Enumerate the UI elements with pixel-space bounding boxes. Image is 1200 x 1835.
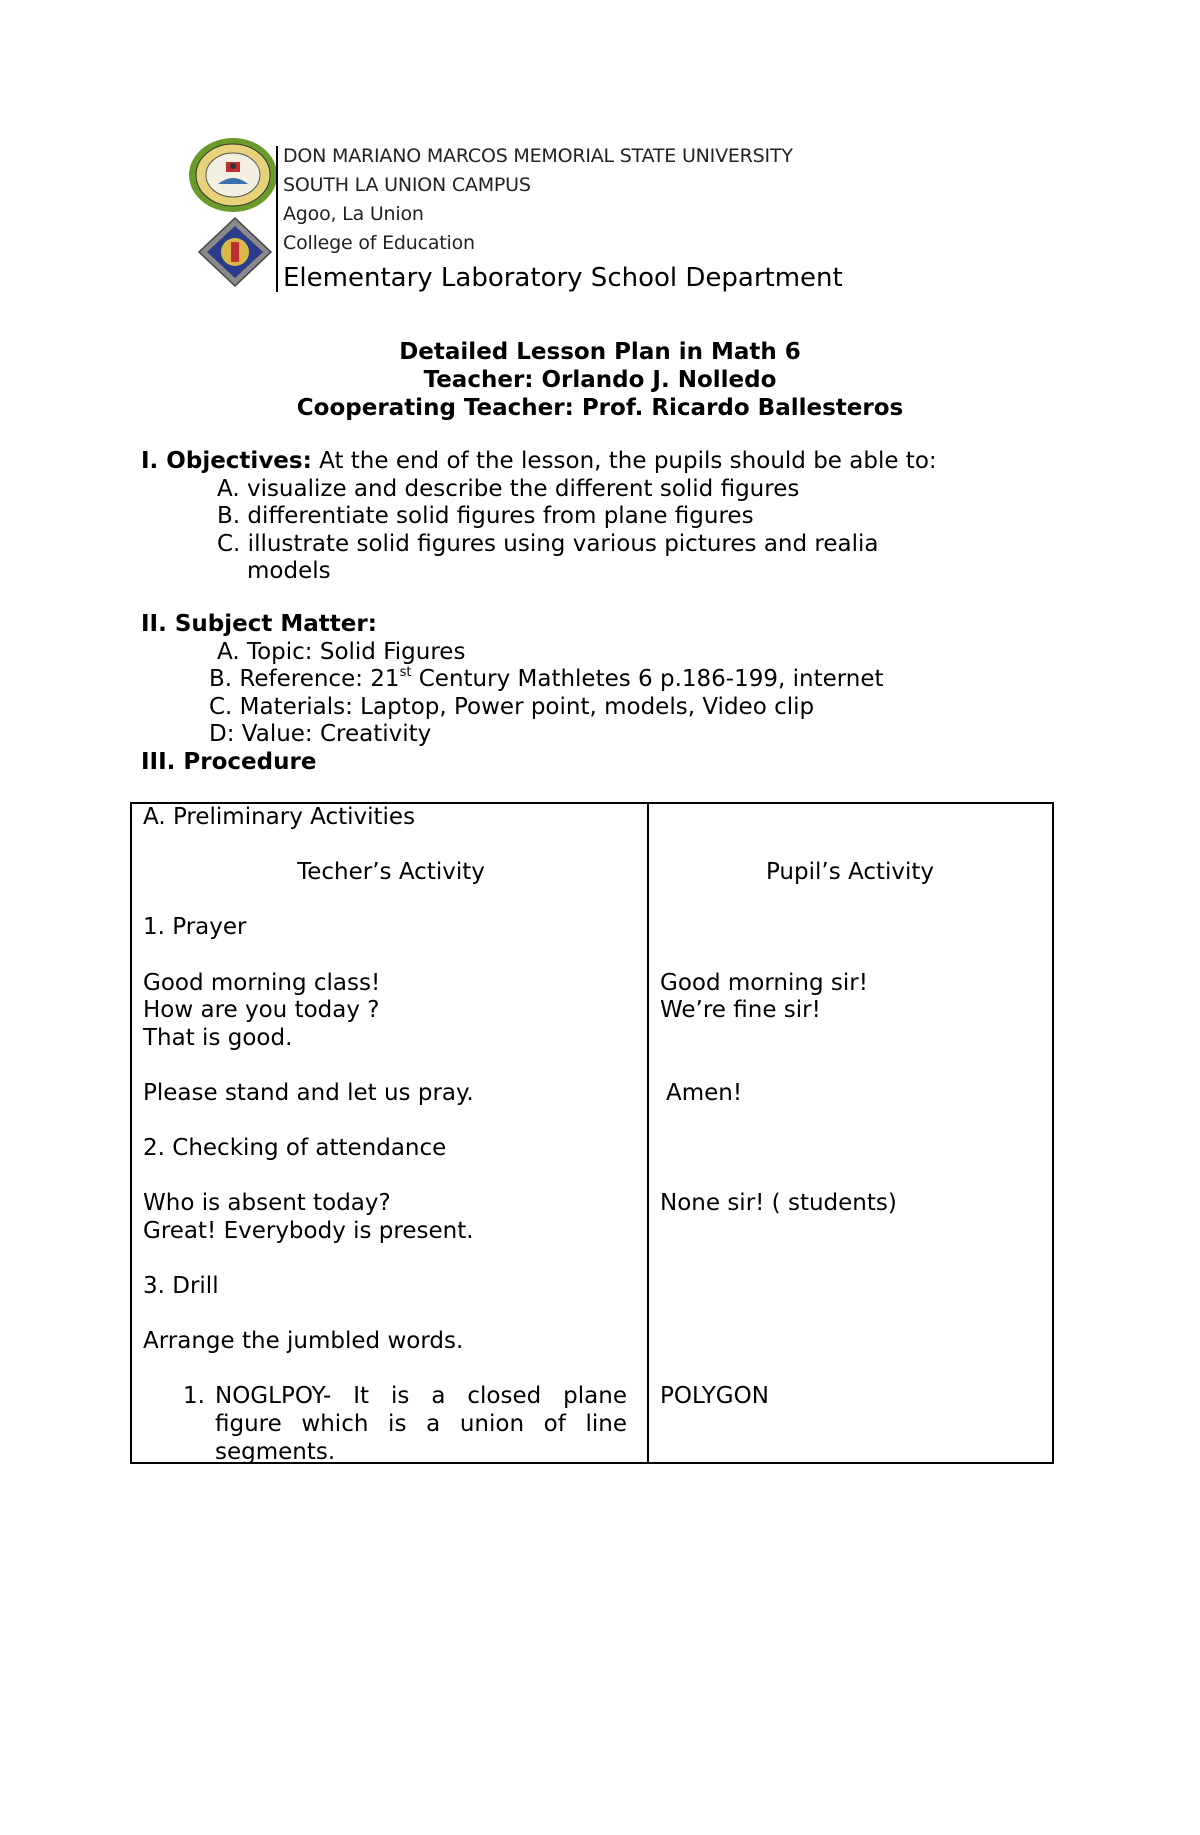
subject-reference bbox=[141, 666, 1061, 694]
teacher-absent-question: Who is absent today? bbox=[143, 1190, 391, 1217]
subject-topic: A. Topic: Solid Figures bbox=[217, 638, 466, 665]
drill-item-line-1: NOGLPOY- It is a closed plane bbox=[215, 1383, 627, 1410]
objectives-intro bbox=[141, 448, 1061, 476]
table-column-divider bbox=[647, 804, 649, 1462]
drill-item-line-3: segments. bbox=[215, 1438, 336, 1465]
teacher-question: How are you today ? bbox=[143, 997, 380, 1024]
pupil-drill-answer: POLYGON bbox=[660, 1383, 769, 1410]
teacher-present-remark: Great! Everybody is present. bbox=[143, 1217, 474, 1244]
drill-item-1 bbox=[143, 1383, 639, 1466]
university-name: DON MARIANO MARCOS MEMORIAL STATE UNIVERSITY bbox=[283, 145, 793, 167]
pupil-response: We’re fine sir! bbox=[660, 997, 821, 1024]
logos bbox=[188, 136, 284, 288]
pupil-attendance-answer: None sir! ( students) bbox=[660, 1190, 897, 1217]
teacher-activity-column bbox=[143, 804, 639, 1466]
lesson-plan-title: Detailed Lesson Plan in Math 6 bbox=[399, 339, 801, 365]
reference-superscript: st bbox=[399, 664, 412, 680]
reference-prefix: B. Reference: 21 bbox=[209, 666, 400, 693]
letterhead bbox=[283, 142, 843, 296]
college-name: College of Education bbox=[283, 232, 475, 254]
pupil-activity-header: Pupil’s Activity bbox=[765, 859, 935, 886]
procedure-table bbox=[130, 802, 1054, 1464]
university-seal-icon bbox=[188, 136, 278, 214]
department-name: Elementary Laboratory School Department bbox=[283, 263, 843, 293]
subject-matter-heading: II. Subject Matter: bbox=[141, 610, 377, 637]
subject-materials: C. Materials: Laptop, Power point, models, Video clip bbox=[209, 693, 815, 720]
letterhead-divider bbox=[276, 146, 278, 292]
drill-step: 3. Drill bbox=[143, 1273, 219, 1300]
lesson-body bbox=[141, 448, 1061, 777]
document-titles bbox=[0, 338, 1200, 422]
pupil-greeting: Good morning sir! bbox=[660, 969, 868, 996]
objective-c: C. illustrate solid figures using various pictures and realia bbox=[217, 530, 879, 557]
prayer-step: 1. Prayer bbox=[143, 914, 247, 941]
objective-c-continued: models bbox=[247, 558, 331, 585]
pupil-amen: Amen! bbox=[666, 1079, 743, 1106]
teacher-greeting: Good morning class! bbox=[143, 969, 381, 996]
campus-location: Agoo, La Union bbox=[283, 203, 424, 225]
preliminary-activities: A. Preliminary Activities bbox=[143, 804, 416, 830]
teacher-pray-instruction: Please stand and let us pray. bbox=[143, 1079, 474, 1106]
objective-a: A. visualize and describe the different solid figures bbox=[217, 475, 800, 502]
drill-instruction: Arrange the jumbled words. bbox=[143, 1328, 464, 1355]
drill-item-line-2: figure which is a union of line bbox=[215, 1411, 627, 1438]
procedure-heading: III. Procedure bbox=[141, 748, 317, 775]
objectives-intro-text: At the end of the lesson, the pupils should be able to: bbox=[311, 448, 937, 474]
objectives-heading: I. Objectives: bbox=[141, 448, 312, 474]
subject-value: D: Value: Creativity bbox=[209, 721, 432, 748]
teacher-response: That is good. bbox=[143, 1024, 293, 1051]
pupil-activity-column bbox=[660, 804, 1040, 1411]
college-emblem-icon bbox=[197, 216, 273, 288]
reference-suffix: Century Mathletes 6 p.186-199, internet bbox=[411, 666, 884, 693]
teacher-activity-header: Techer’s Activity bbox=[297, 859, 485, 886]
cooperating-teacher: Cooperating Teacher: Prof. Ricardo Ballesteros bbox=[296, 395, 904, 421]
attendance-step: 2. Checking of attendance bbox=[143, 1135, 447, 1162]
objective-b: B. differentiate solid figures from plane figures bbox=[217, 503, 754, 530]
campus-name: SOUTH LA UNION CAMPUS bbox=[283, 174, 531, 196]
drill-item-number: 1. bbox=[183, 1383, 205, 1410]
drill-item-text bbox=[215, 1383, 627, 1466]
teacher-name: Teacher: Orlando J. Nolledo bbox=[423, 367, 777, 393]
